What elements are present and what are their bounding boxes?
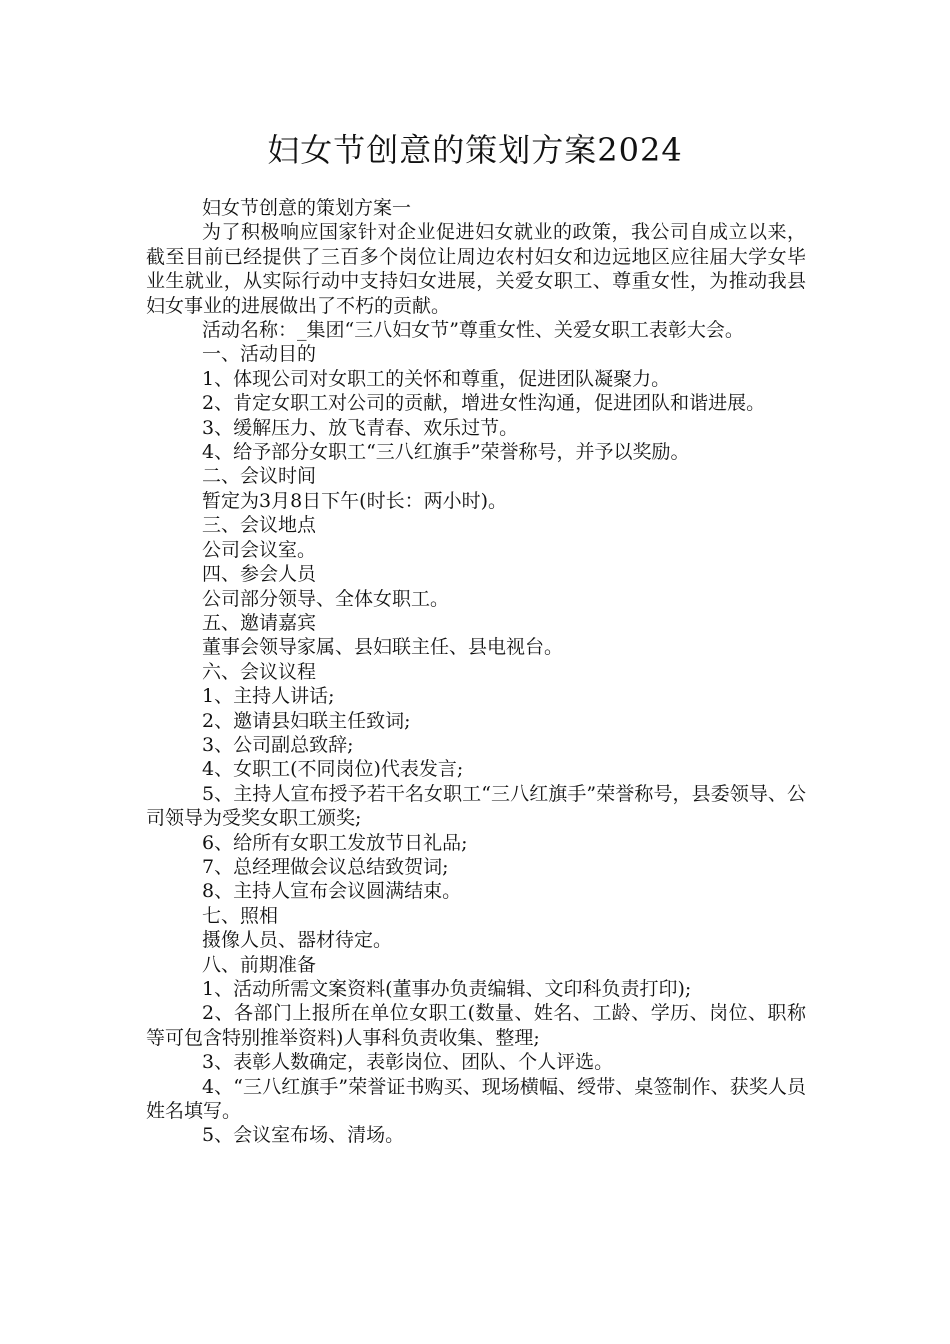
intro-paragraph: 为了积极响应国家针对企业促进妇女就业的政策，我公司自成立以来，截至目前已经提供了三百多个岗位让周边农村妇女和边远地区应往届大学女毕业生就业，从实际行动中支持妇女进展，关爱女职工、尊重女性，为推动我县妇女事业的进展做出了不朽的贡献。 [146,221,806,317]
heading-photo: 七、照相 [202,904,279,927]
list-item: 1、体现公司对女职工的关怀和尊重，促进团队凝聚力。 [202,367,671,390]
heading-agenda: 六、会议议程 [202,660,317,683]
heading-purpose: 一、活动目的 [202,343,317,366]
list-item: 4、“三八红旗手”荣誉证书购买、现场横幅、绶带、桌签制作、获奖人员姓名填写。 [146,1075,806,1123]
section-heading: 妇女节创意的策划方案一 [202,197,412,219]
list-item: 1、活动所需文案资料(董事办负责编辑、文印科负责打印); [202,978,692,1000]
photo-text: 摄像人员、器材待定。 [202,929,393,952]
location-text: 公司会议室。 [202,538,317,561]
heading-time: 二、会议时间 [202,465,317,488]
list-item: 4、给予部分女职工“三八红旗手”荣誉称号，并予以奖励。 [202,441,690,464]
list-item: 6、给所有女职工发放节日礼品; [202,831,468,854]
activity-name-paragraph: 活动名称：_集团“三八妇女节”尊重女性、关爱女职工表彰大会。 [202,319,744,342]
list-item: 2、邀请县妇联主任致词; [202,709,411,732]
document-body [146,196,806,1148]
heading-guests: 五、邀请嘉宾 [202,611,317,634]
heading-location: 三、会议地点 [202,514,317,537]
list-item: 2、各部门上报所在单位女职工(数量、姓名、工龄、学历、岗位、职称等可包含特别推举资料)人事科负责收集、整理; [146,1002,806,1049]
list-item: 3、缓解压力、放飞青春、欢乐过节。 [202,416,519,439]
heading-participants: 四、参会人员 [202,563,317,586]
list-item: 3、表彰人数确定，表彰岗位、团队、个人评选。 [202,1051,614,1074]
document-title: 妇女节创意的策划方案2024 [267,131,683,169]
list-item: 5、主持人宣布授予若干名女职工“三八红旗手”荣誉称号，县委领导、公司领导为受奖女职工颁奖; [146,782,806,830]
list-item: 8、主持人宣布会议圆满结束。 [202,880,462,903]
list-item: 5、会议室布场、清场。 [202,1124,405,1147]
list-item: 7、总经理做会议总结致贺词; [202,855,449,878]
guests-text: 董事会领导家属、县妇联主任、县电视台。 [202,636,564,659]
list-item: 3、公司副总致辞; [202,733,354,756]
list-item: 2、肯定女职工对公司的贡献，增进女性沟通，促进团队和谐进展。 [202,392,766,415]
list-item: 4、女职工(不同岗位)代表发言; [202,758,464,781]
participants-text: 公司部分领导、全体女职工。 [202,587,450,610]
list-item: 1、主持人讲话; [202,685,335,708]
time-text: 暂定为3月8日下午(时长：两小时)。 [202,489,508,512]
heading-preparation: 八、前期准备 [202,953,317,976]
